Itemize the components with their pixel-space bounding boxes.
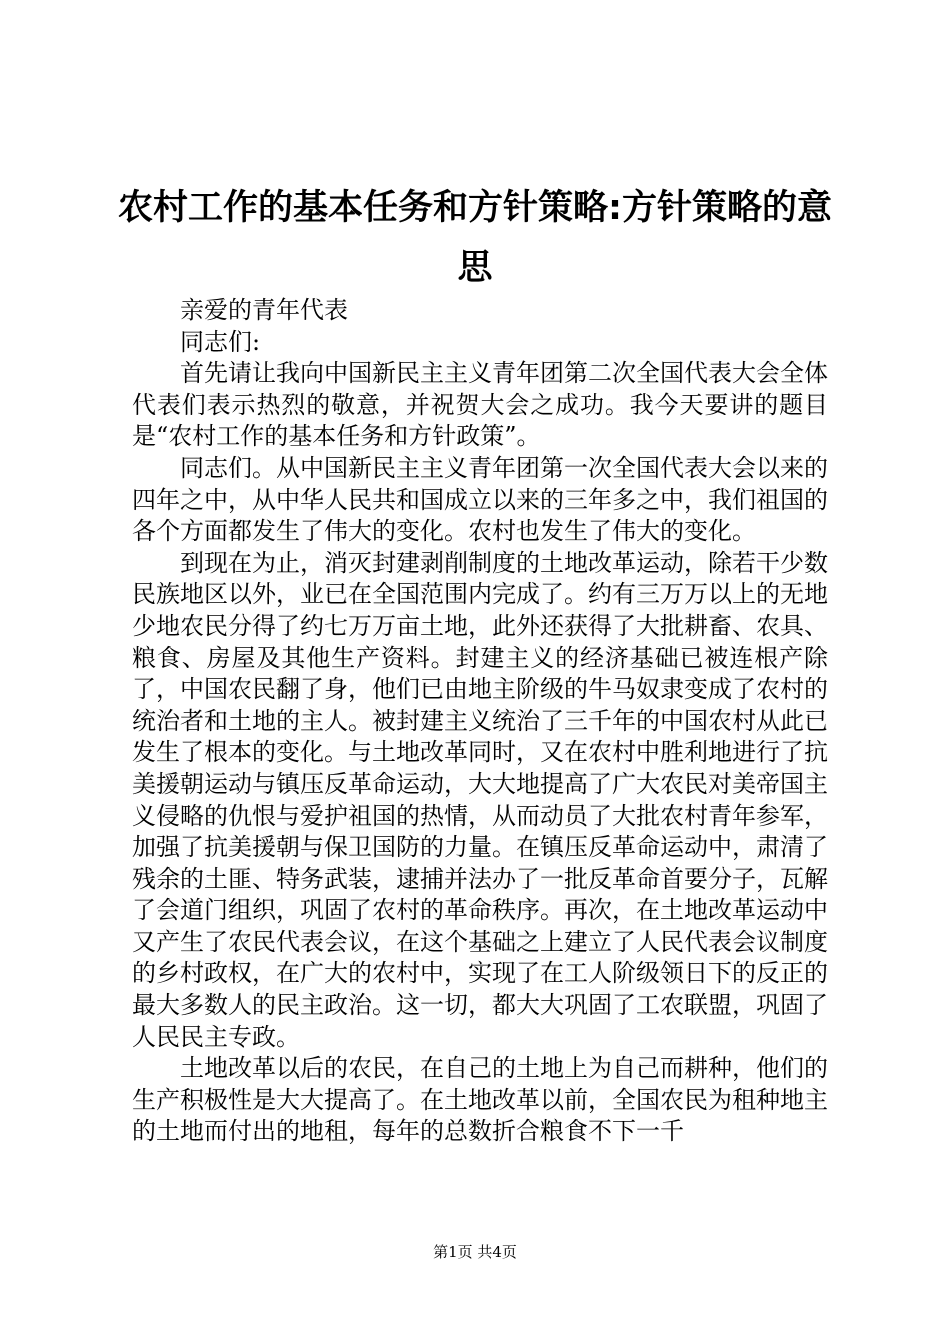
salutation-line: 亲爱的青年代表	[180, 296, 348, 324]
page-footer: 第1页 共4页	[433, 1243, 517, 1261]
body-paragraph: 到现在为止，消灭封建剥削制度的土地改革运动，除若干少数民族地区以外，业已在全国范围内完成了。约有三万万以上的无地少地农民分得了约七万万亩土地，此外还获得了大批耕畜、农具、粮食、房屋及其他生产资料。封建主义的经济基础已被连根产除了，中国农民翻了身，他们已由地主阶级的牛马奴隶变成了农村的统治者和土地的主人。被封建主义统治了三千年的中国农村从此已发生了根本的变化。与土地改革同时，又在农村中胜利地进行了抗美援朝运动与镇压反革命运动，大大地提高了广大农民对美帝国主义侵略的仇恨与爱护祖国的热情，从而动员了大批农村青年参军，加强了抗美援朝与保卫国防的力量。在镇压反革命运动中，肃清了残余的土匪、特务武装，逮捕并法办了一批反革命首要分子，瓦解了会道门组织，巩固了农村的革命秩序。再次，在土地改革运动中又产生了农民代表会议，在这个基础之上建立了人民代表会议制度的乡村政权，在广大的农村中，实现了在工人阶级领日下的反正的最大多数人的民主政治。这一切，都大大巩固了工农联盟，巩固了人民民主专政。	[132, 548, 828, 1051]
body-paragraph: 首先请让我向中国新民主主义青年团第二次全国代表大会全体代表们表示热烈的敬意，并祝贺大会之成功。我今天要讲的题目是“农村工作的基本任务和方针政策”。	[132, 359, 828, 451]
document-title: 农村工作的基本任务和方针策略:方针策略的意思	[118, 188, 832, 288]
salutation-line: 同志们:	[180, 327, 261, 356]
document-body	[132, 295, 828, 1148]
body-paragraph: 同志们。从中国新民主主义青年团第一次全国代表大会以来的四年之中，从中华人民共和国成立以来的三年多之中，我们祖国的各个方面都发生了伟大的变化。农村也发生了伟大的变化。	[132, 453, 828, 546]
body-paragraph: 土地改革以后的农民，在自己的土地上为自己而耕种，他们的生产积极性是大大提高了。在土地改革以前，全国农民为租种地主的土地而付出的地租，每年的总数折合粮食不下一千	[132, 1054, 828, 1146]
